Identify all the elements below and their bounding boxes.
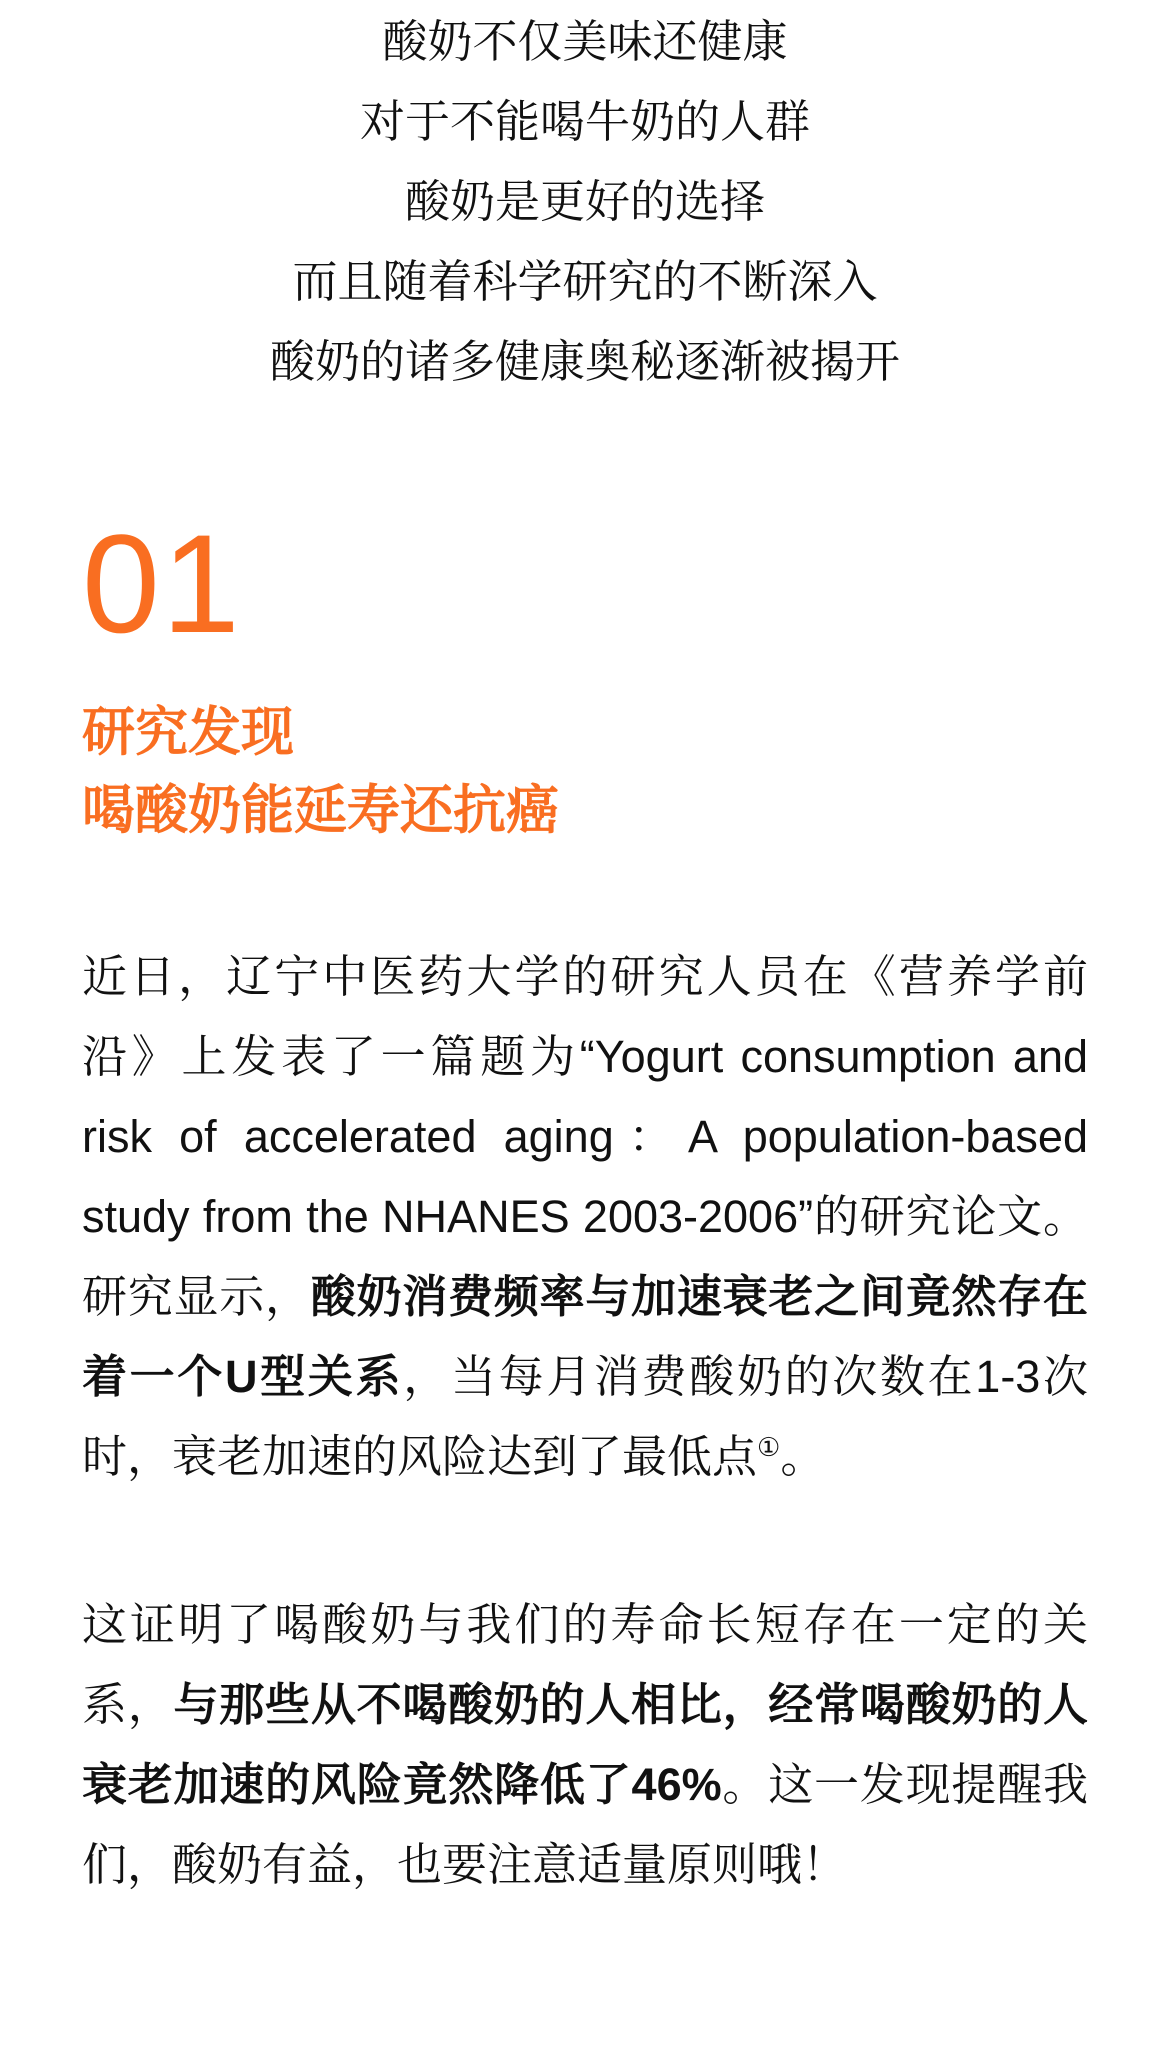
intro-line: 酸奶不仅美味还健康 [382, 16, 788, 67]
bold-text-run: 酸奶消费频率与加速衰老之间竟然存在着一个U型关系 [82, 1271, 1088, 1402]
bold-text-run: 与那些从不喝酸奶的人相比，经常喝酸奶的人衰老加速的风险竟然降低了46% [82, 1679, 1088, 1810]
section-title-line: 研究发现 [82, 703, 294, 762]
text-run: 。这一发现提醒我们，酸奶有益，也要注意适量原则哦！ [82, 1759, 1088, 1890]
section-number: 01 [82, 505, 242, 662]
intro-line: 而且随着科学研究的不断深入 [292, 256, 878, 307]
text-run: ，当每月消费酸奶的次数在1-3次时，衰老加速的风险达到了最低点 [82, 1351, 1089, 1482]
intro-line: 对于不能喝牛奶的人群 [359, 96, 810, 147]
reference-superscript: ① [757, 1432, 781, 1462]
paragraph-study-finding [82, 937, 1088, 1497]
intro-line: 酸奶的诸多健康奥秘逐渐被揭开 [269, 336, 900, 387]
section-title [82, 694, 1088, 850]
section-title-line: 喝酸奶能延寿还抗癌 [82, 781, 559, 840]
text-run: 。 [780, 1431, 826, 1482]
text-run: 这证明了喝酸奶与我们的寿命长短存在一定的关系， [82, 1599, 1088, 1730]
intro-verse [82, 2, 1088, 402]
paragraph-conclusion [82, 1585, 1088, 1905]
text-run: 近日，辽宁中医药大学的研究人员在《营养学前沿》上发表了一篇题为“Yogurt consumption and risk of accelerated aging：A population-based study from the NHANES 2003-2006”的研究论文。研究显示， [82, 951, 1088, 1322]
intro-line: 酸奶是更好的选择 [404, 176, 765, 227]
